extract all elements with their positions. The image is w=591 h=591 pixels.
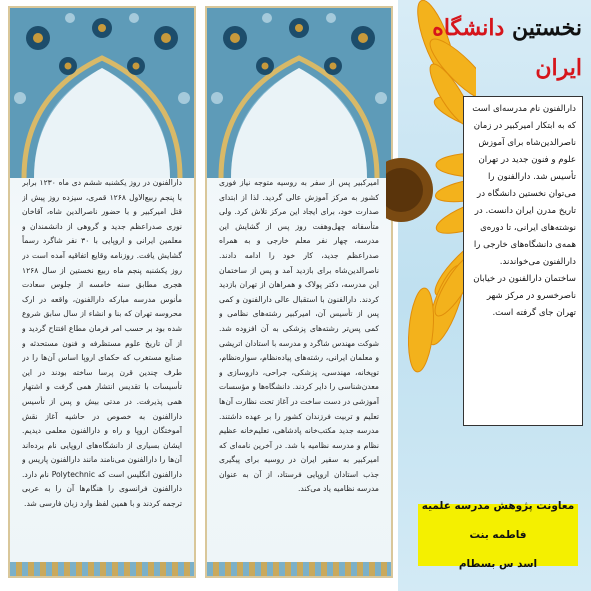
panel-bottom-border: [207, 562, 391, 576]
description-text: دارالفنون نام مدرسه‌ای است که به ابتکار امیرکبیر در زمان ناصرالدین‌شاه برای آموزش علوم و فنون جدید در تهران تأسیس شد. دارالفنون را می‌توان نخستین دانشگاه در تاریخ مدرن ایران دانست. در نوشته‌های ایرانی، تا دوره‌ی همه‌ی دانشگاه‌های خارجی را دارالفنون می‌خواندند. ساختمان دارالفنون در خیابان ناصرخسرو در مرکز شهر تهران جای گرفته است.: [472, 104, 576, 318]
description-box: [463, 96, 583, 426]
footer-line-1: معاونت پژوهش مدرسه علمیه فاطمه بنت: [421, 499, 575, 541]
islamic-arch-ornament-icon: [207, 8, 391, 178]
middle-panel-paragraph: امیرکبیر پس از سفر به روسیه متوجه نیاز فوری کشور به مرکز آموزش عالی گردید. لذا از ابتدای صدارت خود، برای ایجاد این مرکز تلاش کرد. ولی متأسفانه چهل‌وهفت روز پس از گشایش این مدرسه، چهار نفر معلم خارجی و به همراه صدراعظم جدید، کار خود را ادامه دادند. ناصرالدین‌شاه برای بازدید آمد و پس از ساختمان این مدرسه، دکتر پولاک و همراهان از تهران بازدید کردند. دارالفنون با استقبال عالی دارالفنون و کمی پس از تأسیس آن، امیرکبیر رشته‌های نظامی و کمی پس‌تر رشته‌های پزشکی به آن افزوده شد. شوکت مهندس شاگرد و مدرسه با استادان اتریشی و معلمان ایرانی، رشته‌های پیاده‌نظام، سواره‌نظام، توپخانه، مهندسی، پزشکی، جراحی، داروسازی و معدن‌شناسی را دایر کردند. دانشگاه‌ها و مؤسسات آموزشی در دست ساخت در آغاز تحت نظارت آن‌ها تعلیم و تربیت فرزندان کشور را بر عهده داشتند. مدرسه جدید مکتب‌خانه پادشاهی، تعلیم‌خانه عظیم نظام و مدرسه نظامیه با شد. در آخرین نامه‌ای که امیرکبیر به سفیر ایران در روسیه برای پیگیری جذب استادان اروپایی فرستاد، از آن به عنوان مدرسه نظامیه یاد می‌کند.: [219, 178, 379, 494]
footer-credit-box: [418, 499, 578, 570]
footer-line-2: اسد س بسطام: [458, 557, 538, 570]
left-panel-text: [22, 176, 182, 558]
panel-bottom-border: [10, 562, 194, 576]
middle-text-panel: [205, 6, 393, 578]
middle-panel-text: [219, 176, 379, 558]
islamic-arch-ornament-icon: [10, 8, 194, 178]
title-part-1: نخستین: [512, 15, 582, 41]
left-text-panel: [8, 6, 196, 578]
title-part-2: دانشگاه ایران: [432, 15, 582, 81]
left-panel-paragraph: دارالفنون در روز یکشنبه ششم دی ماه ۱۲۳۰ برابر با پنجم ربیع‌الاول ۱۲۶۸ قمری، سیزده روز پیش از قتل امیرکبیر و با حضور ناصرالدین شاه، آقاخان نوری صدراعظم جدید و گروهی از دانشمندان و معلمین ایرانی و اروپایی با ۳۰ نفر شاگرد رسماً گشایش یافت. روزنامه وقایع اتفاقیه آمده است در روز یکشنبه پنجم ماه ربیع نخستین از سال ۱۲۶۸ هجری مطابق سنه خامسه از جلوس سعادت مأنوس مدرسه مبارکه دارالفنون، واقعه در ارک محروسه تهران که بنا و انشاء از سال سابق شروع شده بود بر حسب امر فرمان مطاع افتتاح گردید و از آن تاریخ علوم مستظرفه و فنون مستحدثه و صنایع مستغرب که حکمای اروپا اساس آن‌ها را در طرف چندین قرن پرسا ساخته بودند در این تأسیسات با تقدیس انتشار همی گرفت و اشتهار همی پذیرفت. در مدتی بیش و پس از تأسیس دارالفنون به خصوص در حاشیه آغاز نقش آموختگان اروپا و راه و دارالفنون معلمی دیدیم. ایشان بسیاری از دانشگاه‌های اروپایی نام برده‌اند آن‌ها را دارالفنون می‌نامند مانند دارالفنون پاریس و دارالفنون انگلیس است که Polytechnic نام دارد. دارالفنون فرانسوی را هنگام‌ها آن را به عربی ترجمه کردند و با همین لفظ وارد زبان فارسی شد.: [22, 178, 182, 509]
page-title: [432, 8, 582, 81]
